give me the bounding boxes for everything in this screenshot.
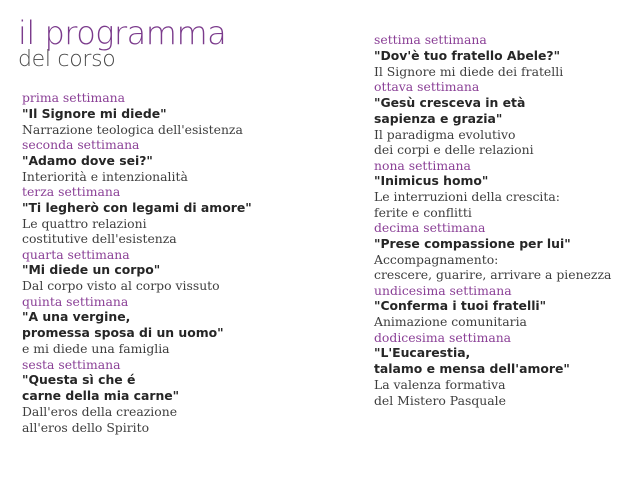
week-description: Accompagnamento: crescere, guarire, arrivare a pienezza bbox=[374, 251, 612, 282]
week-label: sesta settimana bbox=[22, 356, 121, 372]
week-label: decima settimana bbox=[374, 220, 486, 235]
right-column bbox=[374, 32, 624, 408]
week-item bbox=[22, 184, 312, 247]
week-item bbox=[22, 294, 312, 357]
week-title: "Inimicus homo" bbox=[374, 173, 489, 188]
week-item bbox=[374, 158, 624, 221]
week-item bbox=[22, 357, 312, 436]
week-description: Il paradigma evolutivo dei corpi e delle relazioni bbox=[374, 126, 534, 157]
week-label: quinta settimana bbox=[22, 293, 129, 309]
week-description: Le quattro relazioni costitutive dell'esistenza bbox=[22, 215, 177, 246]
week-item bbox=[22, 137, 312, 184]
week-label: seconda settimana bbox=[22, 137, 140, 152]
week-item bbox=[374, 79, 624, 158]
page-subtitle: del corso bbox=[18, 47, 116, 72]
week-title: "Conferma i tuoi fratelli" bbox=[374, 298, 547, 313]
week-description: Le interruzioni della crescita: ferite e conflitti bbox=[374, 189, 560, 220]
week-title: "Questa sì che é carne della mia carne" bbox=[22, 372, 180, 403]
left-column bbox=[22, 90, 312, 435]
week-title: "Gesù cresceva in età sapienza e grazia" bbox=[374, 94, 526, 126]
week-description: Dall'eros della creazione all'eros dello Spirito bbox=[22, 404, 178, 435]
week-label: terza settimana bbox=[22, 184, 121, 199]
week-title: "Dov'è tuo fratello Abele?" bbox=[374, 47, 561, 63]
week-item bbox=[374, 32, 624, 79]
week-item bbox=[22, 90, 312, 137]
week-label: settima settimana bbox=[374, 32, 487, 47]
week-item bbox=[374, 220, 624, 283]
week-title: "L'Eucarestia, talamo e mensa dell'amore" bbox=[374, 345, 570, 376]
week-description: e mi diede una famiglia bbox=[22, 341, 170, 356]
week-item bbox=[22, 247, 312, 294]
week-item bbox=[374, 283, 624, 330]
week-description: Narrazione teologica dell'esistenza bbox=[22, 121, 243, 137]
week-title: "A una vergine, promessa sposa di un uomo" bbox=[22, 309, 224, 340]
week-description: Il Signore mi diede dei fratelli bbox=[374, 63, 564, 79]
week-title: "Ti legherò con legami di amore" bbox=[22, 199, 252, 215]
week-title: "Mi diede un corpo" bbox=[22, 262, 161, 277]
week-description: Interiorità e intenzionalità bbox=[22, 168, 188, 184]
week-item bbox=[374, 330, 624, 409]
week-description: Animazione comunitaria bbox=[374, 314, 527, 329]
week-title: "Il Signore mi diede" bbox=[22, 105, 167, 121]
week-description: La valenza formativa del Mistero Pasquale bbox=[374, 377, 506, 408]
page-title-block bbox=[18, 16, 226, 72]
week-label: prima settimana bbox=[22, 90, 126, 105]
week-label: undicesima settimana bbox=[374, 282, 512, 298]
week-title: "Prese compassione per lui" bbox=[374, 235, 571, 251]
page-title: il programma bbox=[18, 14, 227, 52]
week-label: ottava settimana bbox=[374, 79, 480, 94]
week-label: dodicesima settimana bbox=[374, 329, 512, 345]
week-description: Dal corpo visto al corpo vissuto bbox=[22, 278, 220, 293]
week-title: "Adamo dove sei?" bbox=[22, 152, 153, 168]
week-label: nona settimana bbox=[374, 157, 471, 173]
week-label: quarta settimana bbox=[22, 246, 130, 262]
